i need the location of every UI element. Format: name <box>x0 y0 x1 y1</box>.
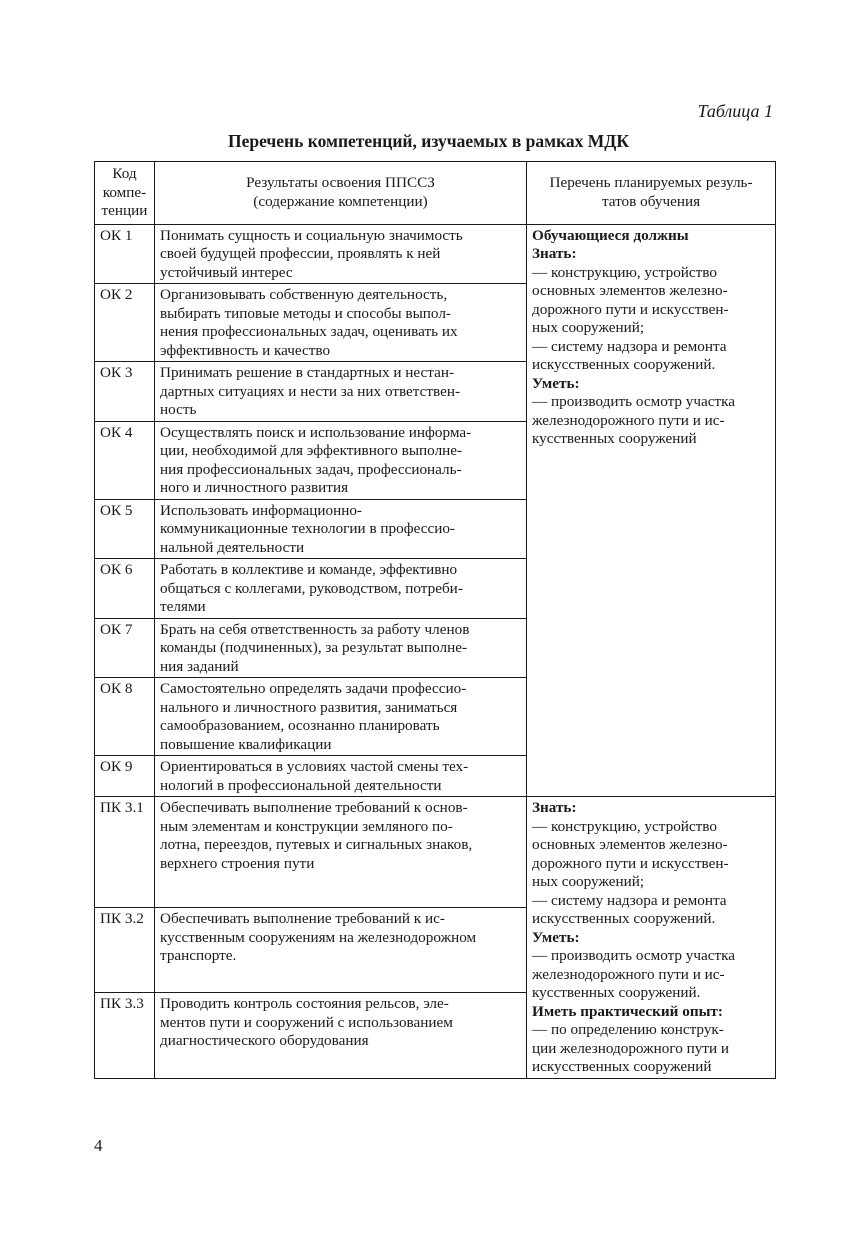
content-line: повышение квалификации <box>160 735 332 753</box>
results-line: искусственных сооружений. <box>532 910 716 927</box>
header-line: тенции <box>101 202 148 219</box>
results-line: — по определению конструк- <box>532 1021 724 1038</box>
competency-content <box>155 362 527 422</box>
results-line: искусственных сооружений <box>532 1058 712 1075</box>
header-line: Результаты освоения ППССЗ <box>246 174 435 192</box>
results-line: железнодорожного пути и ис- <box>532 411 725 429</box>
results-line: — конструкцию, устройство <box>532 817 717 835</box>
competency-content <box>155 797 527 908</box>
results-heading: Уметь: <box>532 928 580 946</box>
results-line: — конструкцию, устройство <box>532 263 717 281</box>
header-line: Перечень планируемых резуль- <box>549 174 753 192</box>
content-line: лотна, переездов, путевых и сигнальных знаков, <box>160 836 473 853</box>
results-line: — систему надзора и ремонта <box>532 337 727 355</box>
competency-content <box>155 224 527 284</box>
header-line: (содержание компетенции) <box>253 192 428 210</box>
content-line: ния заданий <box>160 657 239 675</box>
header-results <box>527 162 776 225</box>
content-line: нального и личностного развития, заниматься <box>160 698 458 716</box>
results-heading: Иметь практический опыт: <box>532 1002 723 1020</box>
content-line: коммуникационные технологии в профессио- <box>160 520 455 537</box>
content-line: Обеспечивать выполнение требований к основ- <box>160 799 468 816</box>
results-heading: Уметь: <box>532 374 580 392</box>
competency-content <box>155 678 527 756</box>
header-line: Код <box>112 165 137 182</box>
competency-content <box>155 618 527 678</box>
ok-learning-results <box>527 224 776 797</box>
content-line: ным элементам и конструкции земляного по- <box>160 817 453 835</box>
competency-content <box>155 559 527 619</box>
competency-code: ОК 6 <box>95 559 155 619</box>
results-line: — производить осмотр участка <box>532 393 736 410</box>
results-line: дорожного пути и искусствен- <box>532 854 729 872</box>
table-caption: Таблица 1 <box>697 101 773 121</box>
content-line: выбирать типовые методы и способы выпол- <box>160 304 451 322</box>
content-line: Работать в коллективе и команде, эффективно <box>160 561 458 578</box>
content-line: общаться с коллегами, руководством, потреби- <box>160 579 463 597</box>
content-line: телями <box>160 598 206 615</box>
content-line: нологий в профессиональной деятельности <box>160 776 442 794</box>
results-line: ных сооружений; <box>532 873 645 890</box>
header-line: компе- <box>102 183 147 201</box>
content-line: самообразованием, осознанно планировать <box>160 717 440 734</box>
content-line: нения профессиональных задач, оценивать их <box>160 323 458 340</box>
results-heading: Обучающиеся должны <box>532 226 689 244</box>
table-title: Перечень компетенций, изучаемых в рамках МДК <box>227 131 630 151</box>
content-line: эффективность и качество <box>160 341 331 359</box>
results-line: — систему надзора и ремонта <box>532 891 727 909</box>
competency-code: ОК 8 <box>95 678 155 756</box>
content-line: ность <box>160 401 197 418</box>
page-number: 4 <box>94 1136 103 1155</box>
content-line: устойчивый интерес <box>160 263 293 281</box>
competency-code: ОК 2 <box>95 284 155 362</box>
header-line: татов обучения <box>601 192 701 210</box>
competency-content <box>155 421 527 499</box>
content-line: диагностического оборудования <box>160 1032 369 1050</box>
content-line: Использовать информационно- <box>160 501 362 519</box>
results-line: ных сооружений; <box>532 319 645 336</box>
content-line: транспорте. <box>160 947 237 965</box>
results-line: железнодорожного пути и ис- <box>532 965 725 983</box>
table-row <box>95 224 776 284</box>
competency-code: ОК 7 <box>95 618 155 678</box>
results-line: дорожного пути и искусствен- <box>532 300 729 318</box>
results-line: кусственных сооружений <box>532 430 697 447</box>
content-line: команды (подчиненных), за результат выполне- <box>160 639 468 656</box>
content-line: кусственным сооружениям на железнодорожном <box>160 928 477 946</box>
competency-code: ОК 9 <box>95 756 155 797</box>
competency-code: ПК 3.2 <box>95 908 155 993</box>
results-line: ции железнодорожного пути и <box>532 1039 729 1057</box>
content-line: Осуществлять поиск и использование информа- <box>160 423 472 441</box>
results-line: искусственных сооружений. <box>532 356 716 373</box>
content-line: Самостоятельно определять задачи профессио- <box>160 680 467 697</box>
table-row <box>95 797 776 908</box>
content-line: ментов пути и сооружений с использованием <box>160 1013 453 1031</box>
content-line: Проводить контроль состояния рельсов, эле- <box>160 995 449 1013</box>
content-line: ния профессиональных задач, профессиональ- <box>160 460 462 478</box>
results-line: основных элементов железно- <box>532 282 728 299</box>
competency-content <box>155 908 527 993</box>
content-line: ного и личностного развития <box>160 479 349 496</box>
content-line: Организовывать собственную деятельность, <box>160 286 448 303</box>
competency-code: ОК 4 <box>95 421 155 499</box>
content-line: Ориентироваться в условиях частой смены тех- <box>160 758 469 775</box>
competency-code: ОК 5 <box>95 499 155 559</box>
results-line: — производить осмотр участка <box>532 947 736 964</box>
content-line: своей будущей профессии, проявлять к ней <box>160 245 441 262</box>
competency-code: ОК 1 <box>95 224 155 284</box>
table-header-row <box>95 162 776 225</box>
table-body <box>95 224 776 1078</box>
pk-learning-results <box>527 797 776 1079</box>
results-heading: Знать: <box>532 245 577 262</box>
results-line: кусственных сооружений. <box>532 984 701 1001</box>
content-line: верхнего строения пути <box>160 854 315 872</box>
content-line: Брать на себя ответственность за работу членов <box>160 620 470 638</box>
competency-table <box>94 161 776 1079</box>
competency-content <box>155 756 527 797</box>
competency-code: ПК 3.1 <box>95 797 155 908</box>
competency-content <box>155 499 527 559</box>
competency-content <box>155 284 527 362</box>
content-line: нальной деятельности <box>160 538 305 556</box>
content-line: дартных ситуациях и нести за них ответствен- <box>160 382 461 400</box>
header-code <box>95 162 155 225</box>
header-content <box>155 162 527 225</box>
competency-code: ОК 3 <box>95 362 155 422</box>
competency-code: ПК 3.3 <box>95 993 155 1078</box>
results-line: основных элементов железно- <box>532 836 728 853</box>
results-heading: Знать: <box>532 799 577 816</box>
content-line: Понимать сущность и социальную значимость <box>160 226 463 244</box>
content-line: Принимать решение в стандартных и нестан- <box>160 364 455 381</box>
content-line: Обеспечивать выполнение требований к ис- <box>160 910 445 928</box>
content-line: ции, необходимой для эффективного выполне- <box>160 442 463 459</box>
competency-content <box>155 993 527 1078</box>
